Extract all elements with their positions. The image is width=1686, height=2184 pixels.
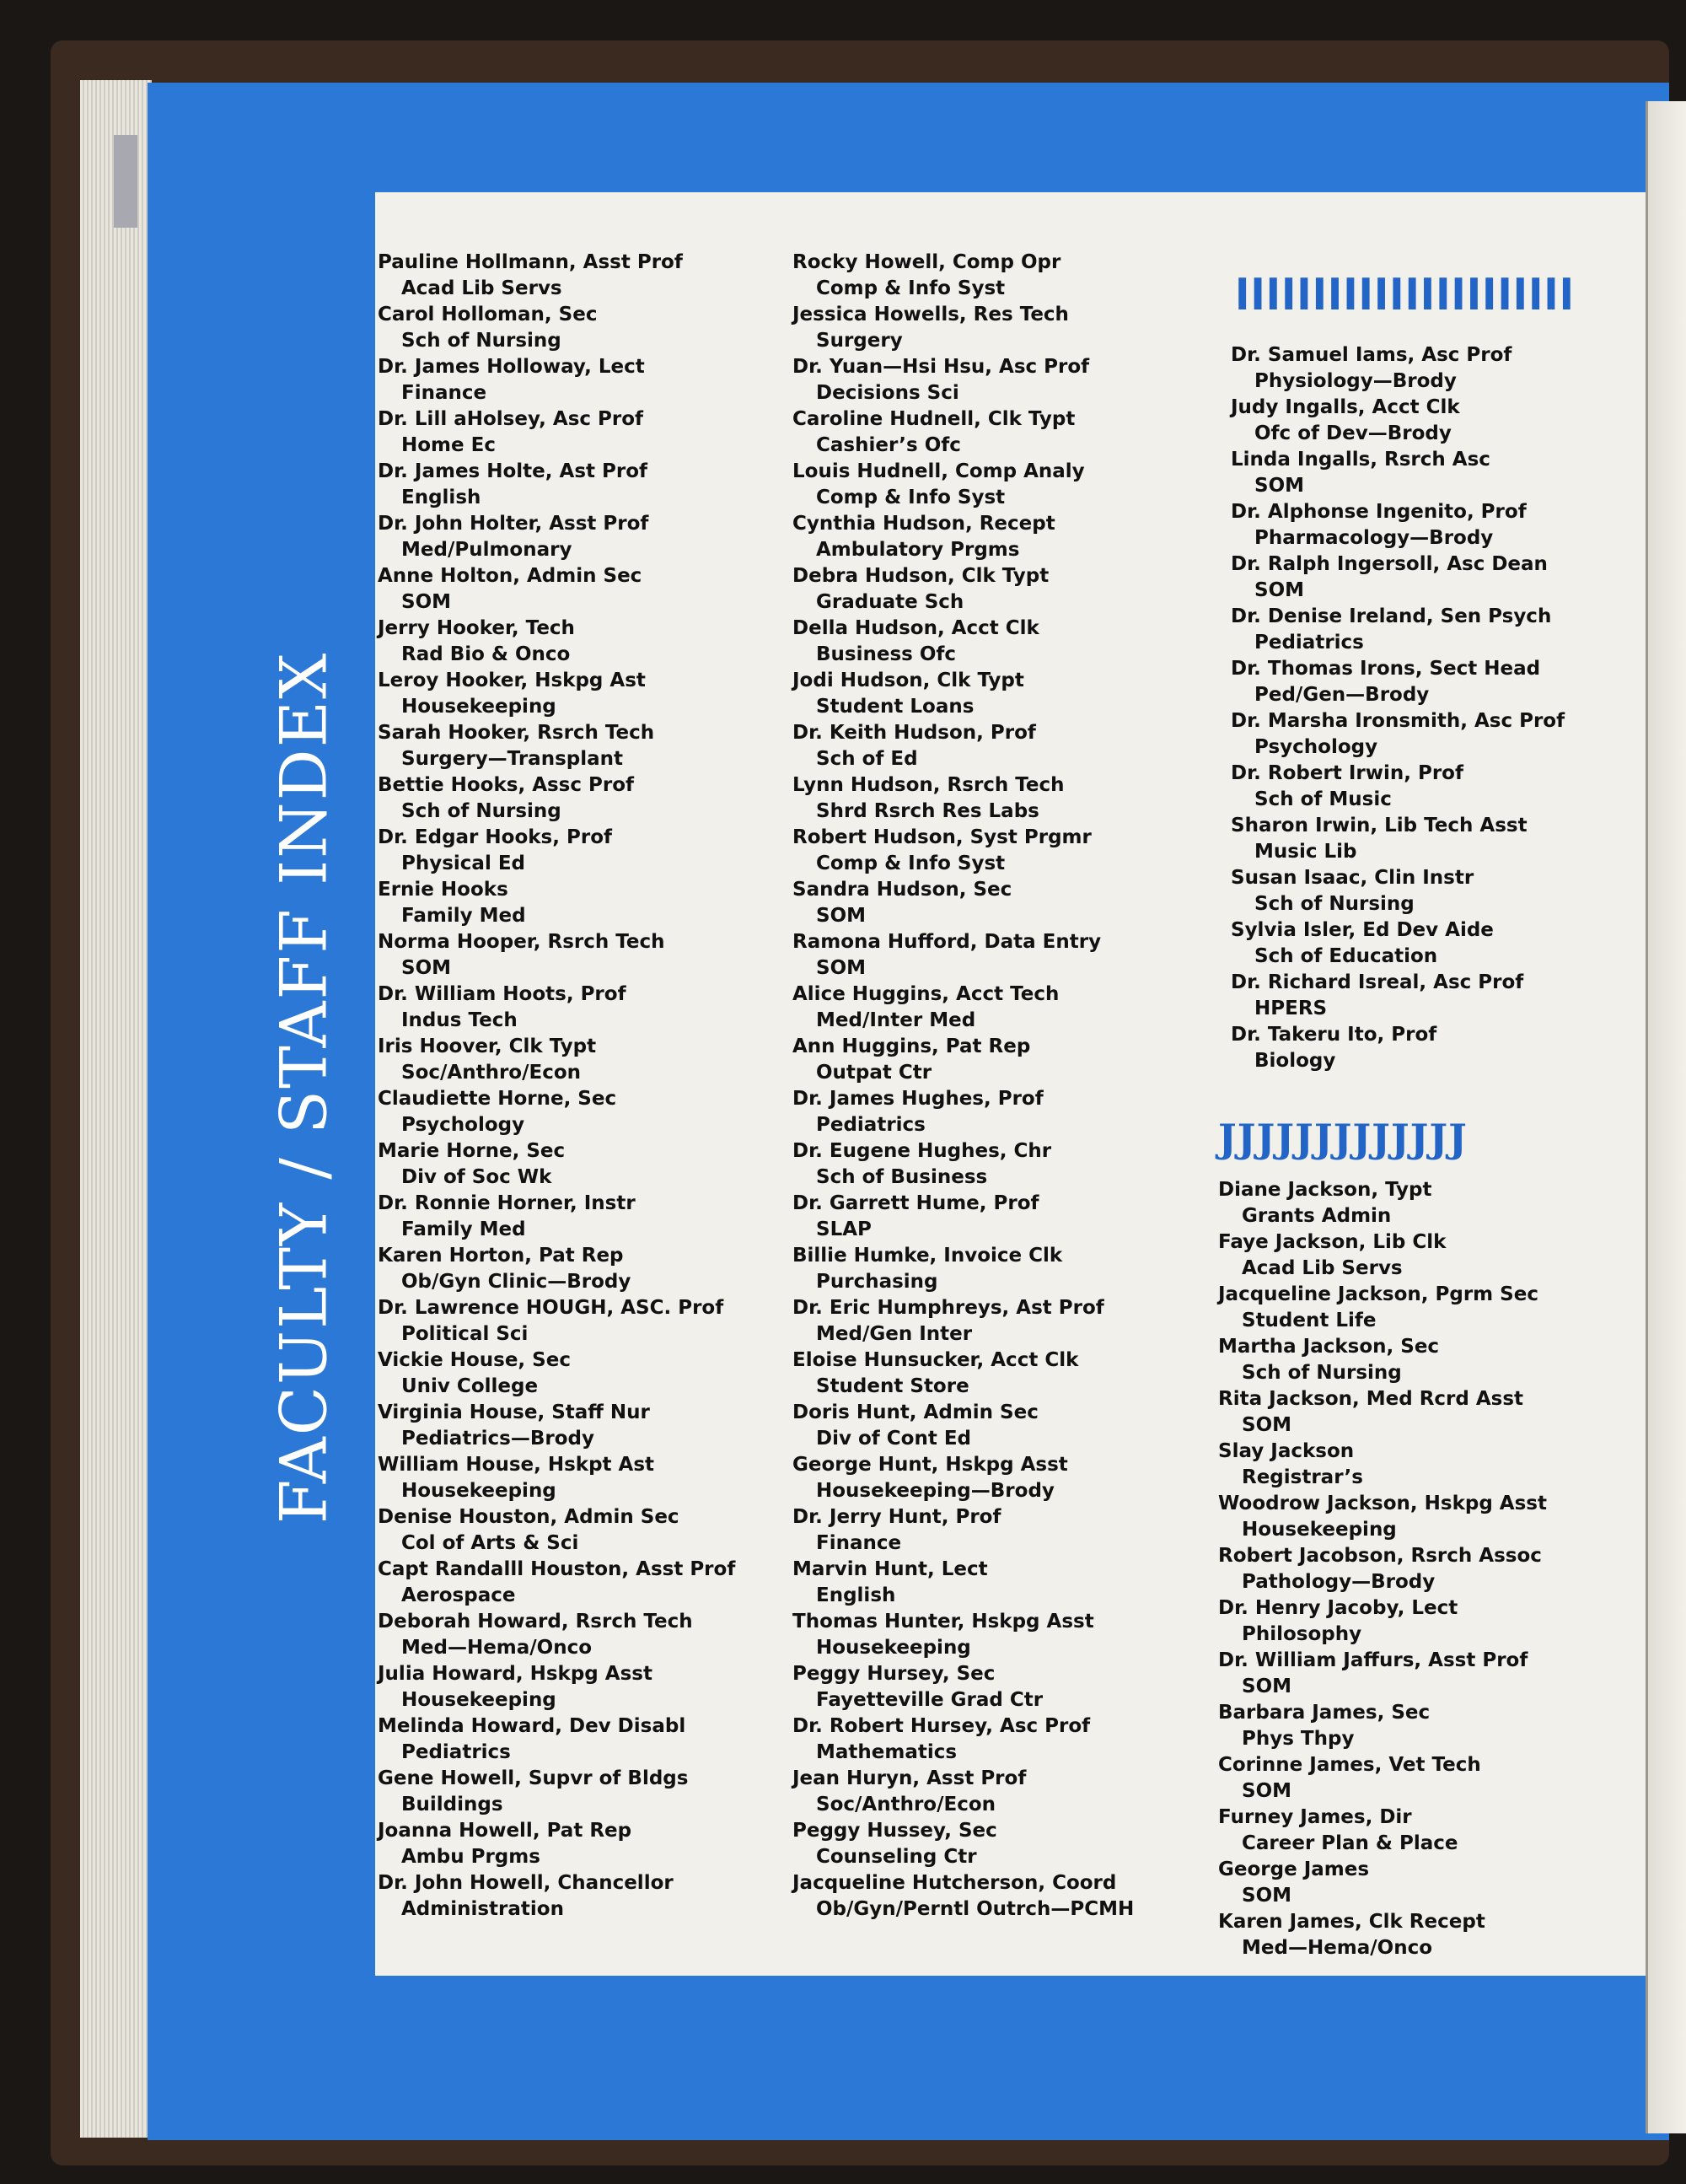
index-entry: [378, 1766, 774, 1818]
entry-department: Physical Ed: [401, 853, 526, 874]
entry-name: Anne Holton, Admin Sec: [378, 565, 642, 587]
page-edge-marker: [114, 135, 137, 228]
entry-department: Med/Pulmonary: [401, 539, 572, 561]
entry-name: Cynthia Hudson, Recept: [792, 513, 1055, 535]
index-entry: [378, 250, 774, 302]
entry-name: Dr. Denise Ireland, Sen Psych: [1231, 605, 1552, 627]
entry-department: Sch of Nursing: [401, 800, 561, 822]
entry-name: Jodi Hudson, Clk Typt: [792, 670, 1024, 691]
entry-department: SOM: [1242, 1885, 1292, 1907]
entry-department: Sch of Education: [1254, 945, 1438, 967]
entry-name: Peggy Hussey, Sec: [792, 1820, 997, 1842]
entry-department: Comp & Info Syst: [816, 277, 1006, 299]
index-entry: [792, 1766, 1197, 1818]
entry-department: Decisions Sci: [816, 382, 959, 404]
entry-department: Pediatrics—Brody: [401, 1428, 595, 1450]
entry-department: Div of Soc Wk: [401, 1166, 552, 1188]
index-entry: [378, 1034, 774, 1086]
index-entry: [378, 1243, 774, 1295]
entry-name: Carol Holloman, Sec: [378, 304, 598, 325]
index-entry: [378, 511, 774, 563]
entry-name: Dr. Jerry Hunt, Prof: [792, 1506, 1001, 1528]
entry-name: Leroy Hooker, Hskpg Ast: [378, 670, 646, 691]
entry-department: Acad Lib Servs: [401, 277, 562, 299]
entry-name: Billie Humke, Invoice Clk: [792, 1245, 1063, 1267]
entry-department: Music Lib: [1254, 841, 1357, 863]
entry-department: Pediatrics: [401, 1741, 511, 1763]
entry-department: Univ College: [401, 1375, 539, 1397]
entry-department: SOM: [1242, 1780, 1292, 1802]
entry-department: Finance: [816, 1532, 902, 1554]
entry-name: Jessica Howells, Res Tech: [792, 304, 1069, 325]
entry-name: Eloise Hunsucker, Acct Clk: [792, 1349, 1079, 1371]
index-entry: [1218, 1700, 1631, 1752]
entry-department: SOM: [401, 591, 452, 613]
index-column-3: [1218, 250, 1631, 1961]
entry-name: Dr. Robert Irwin, Prof: [1231, 762, 1463, 784]
entry-department: SOM: [816, 957, 867, 979]
entry-department: Sch of Nursing: [401, 330, 561, 352]
entry-name: Dr. Takeru Ito, Prof: [1231, 1024, 1437, 1046]
index-entry: [792, 1295, 1197, 1348]
index-entry: [1231, 970, 1631, 1022]
entry-department: Ob/Gyn/Perntl Outrch—PCMH: [816, 1898, 1135, 1920]
index-entry: [378, 1452, 774, 1504]
entry-name: Vickie House, Sec: [378, 1349, 571, 1371]
entry-name: Debra Hudson, Clk Typt: [792, 565, 1050, 587]
index-entry: [792, 929, 1197, 982]
entry-department: Sch of Nursing: [1242, 1362, 1402, 1384]
entry-name: Peggy Hursey, Sec: [792, 1663, 996, 1685]
index-entry: [792, 1557, 1197, 1609]
index-entry: [792, 1086, 1197, 1138]
entry-name: Deborah Howard, Rsrch Tech: [378, 1611, 693, 1633]
entry-name: Julia Howard, Hskpg Asst: [378, 1663, 652, 1685]
entry-name: Norma Hooper, Rsrch Tech: [378, 931, 665, 953]
entry-name: Sandra Hudson, Sec: [792, 879, 1012, 901]
index-entry: [378, 1400, 774, 1452]
entry-department: Soc/Anthro/Econ: [816, 1794, 996, 1816]
entry-department: Med—Hema/Onco: [1242, 1937, 1433, 1959]
entry-department: Phys Thpy: [1242, 1728, 1355, 1750]
entry-name: Ann Huggins, Pat Rep: [792, 1036, 1031, 1057]
index-entry: [378, 1818, 774, 1870]
entry-name: Pauline Hollmann, Asst Prof: [378, 251, 683, 273]
index-entry: [792, 1400, 1197, 1452]
index-entry: [1231, 551, 1631, 604]
entry-name: Melinda Howard, Dev Disabl: [378, 1715, 686, 1737]
entry-name: Dr. Lawrence HOUGH, ASC. Prof: [378, 1297, 724, 1319]
entry-department: Business Ofc: [816, 643, 957, 665]
index-entry: [378, 720, 774, 772]
entry-name: Slay Jackson: [1218, 1440, 1355, 1462]
index-entry: [792, 354, 1197, 406]
index-entry: [378, 1295, 774, 1348]
entry-department: Fayetteville Grad Ctr: [816, 1689, 1044, 1711]
facing-page-edge: [1646, 101, 1686, 2133]
entry-department: Pediatrics: [816, 1114, 926, 1136]
entry-department: Ambu Prgms: [401, 1846, 540, 1868]
entry-name: William House, Hskpt Ast: [378, 1454, 655, 1476]
entry-department: Student Life: [1242, 1310, 1377, 1331]
index-entry: [792, 825, 1197, 877]
entry-department: Comp & Info Syst: [816, 853, 1006, 874]
entry-name: Della Hudson, Acct Clk: [792, 617, 1039, 639]
entry-department: SLAP: [816, 1218, 872, 1240]
entry-department: Outpat Ctr: [816, 1062, 932, 1084]
entry-name: Sharon Irwin, Lib Tech Asst: [1231, 815, 1528, 836]
index-entry: [792, 1713, 1197, 1766]
index-entry: [792, 982, 1197, 1034]
index-entry: [378, 825, 774, 877]
entry-name: Faye Jackson, Lib Clk: [1218, 1231, 1447, 1253]
entry-department: Sch of Nursing: [1254, 893, 1415, 915]
entry-department: Med/Gen Inter: [816, 1323, 973, 1345]
index-entry: [378, 1138, 774, 1191]
index-entry: [792, 459, 1197, 511]
index-entry: [1218, 1595, 1631, 1648]
entry-department: English: [816, 1584, 896, 1606]
index-entry: [792, 1138, 1197, 1191]
entry-department: Rad Bio & Onco: [401, 643, 571, 665]
index-entry: [792, 511, 1197, 563]
entry-name: Lynn Hudson, Rsrch Tech: [792, 774, 1065, 796]
entry-name: Virginia House, Staff Nur: [378, 1401, 650, 1423]
entry-name: Woodrow Jackson, Hskpg Asst: [1218, 1493, 1547, 1514]
entry-department: Ambulatory Prgms: [816, 539, 1020, 561]
entry-name: Dr. Garrett Hume, Prof: [792, 1192, 1039, 1214]
entry-name: Dr. William Jaffurs, Asst Prof: [1218, 1649, 1528, 1671]
index-entry: [1218, 1229, 1631, 1282]
index-entry: [378, 877, 774, 929]
entry-department: Student Loans: [816, 696, 975, 718]
index-entry: [792, 1504, 1197, 1557]
entry-department: Aerospace: [401, 1584, 516, 1606]
entry-name: Dr. Alphonse Ingenito, Prof: [1231, 501, 1527, 523]
index-entry: [1218, 1648, 1631, 1700]
entry-department: Acad Lib Servs: [1242, 1257, 1403, 1279]
entry-name: Jean Huryn, Asst Prof: [792, 1767, 1027, 1789]
entry-department: Col of Arts & Sci: [401, 1532, 579, 1554]
index-entry: [792, 563, 1197, 616]
j-entries: [1218, 1177, 1631, 1961]
index-entry: [1231, 813, 1631, 865]
entry-department: SOM: [1242, 1676, 1292, 1697]
entry-department: HPERS: [1254, 998, 1328, 1019]
entry-name: Linda Ingalls, Rsrch Asc: [1231, 449, 1490, 471]
entry-name: Jerry Hooker, Tech: [378, 617, 575, 639]
entry-name: Karen Horton, Pat Rep: [378, 1245, 624, 1267]
entry-department: Sch of Ed: [816, 748, 918, 770]
page-edges: [80, 80, 152, 2138]
entry-name: Rita Jackson, Med Rcrd Asst: [1218, 1388, 1524, 1410]
entry-name: Dr. Richard Isreal, Asc Prof: [1231, 971, 1524, 993]
entry-department: Sch of Business: [816, 1166, 988, 1188]
entry-name: Dr. Ralph Ingersoll, Asc Dean: [1231, 553, 1548, 575]
index-entry: [792, 1661, 1197, 1713]
entry-name: Dr. Henry Jacoby, Lect: [1218, 1597, 1458, 1619]
entry-department: Housekeeping: [401, 696, 556, 718]
entry-department: Housekeeping: [401, 1689, 556, 1711]
entry-name: Diane Jackson, Typt: [1218, 1179, 1432, 1201]
index-entry: [792, 1452, 1197, 1504]
entry-name: Marie Horne, Sec: [378, 1140, 566, 1162]
index-entry: [1231, 499, 1631, 551]
entry-department: Div of Cont Ed: [816, 1428, 972, 1450]
entry-name: Dr. Lill aHolsey, Asc Prof: [378, 408, 644, 430]
entry-name: Dr. Robert Hursey, Asc Prof: [792, 1715, 1091, 1737]
entry-department: Family Med: [401, 905, 526, 927]
entry-name: Dr. William Hoots, Prof: [378, 983, 626, 1005]
index-entry: [1218, 1334, 1631, 1386]
index-entry: [378, 668, 774, 720]
index-entry: [378, 406, 774, 459]
index-entry: [792, 1609, 1197, 1661]
entry-department: Political Sci: [401, 1323, 529, 1345]
entry-name: Dr. Thomas Irons, Sect Head: [1231, 658, 1541, 680]
index-entry: [1218, 1543, 1631, 1595]
entry-department: Housekeeping—Brody: [816, 1480, 1055, 1502]
index-entry: [1218, 1439, 1631, 1491]
entry-name: Dr. Eric Humphreys, Ast Prof: [792, 1297, 1104, 1319]
index-entry: [792, 772, 1197, 825]
entry-department: Med/Inter Med: [816, 1009, 976, 1031]
entry-department: Graduate Sch: [816, 591, 964, 613]
index-entry: [792, 1870, 1197, 1923]
entry-department: Pharmacology—Brody: [1254, 527, 1494, 549]
entry-department: Finance: [401, 382, 487, 404]
entry-name: George James: [1218, 1859, 1370, 1880]
entry-name: Caroline Hudnell, Clk Typt: [792, 408, 1076, 430]
entry-department: Purchasing: [816, 1271, 938, 1293]
entry-name: Iris Hoover, Clk Typt: [378, 1036, 597, 1057]
index-entry: [792, 302, 1197, 354]
entry-department: Grants Admin: [1242, 1205, 1392, 1227]
entry-department: Indus Tech: [401, 1009, 518, 1031]
entry-name: Sarah Hooker, Rsrch Tech: [378, 722, 655, 744]
index-entry: [378, 1713, 774, 1766]
entry-department: Sch of Music: [1254, 788, 1392, 810]
index-entry: [1218, 1491, 1631, 1543]
entry-department: Buildings: [401, 1794, 503, 1816]
entry-department: SOM: [401, 957, 452, 979]
index-entry: [792, 1348, 1197, 1400]
index-entry: [378, 563, 774, 616]
index-entry: [792, 1034, 1197, 1086]
index-entry: [1231, 656, 1631, 708]
entry-name: Marvin Hunt, Lect: [792, 1558, 988, 1580]
index-entry: [792, 1818, 1197, 1870]
index-entry: [1231, 917, 1631, 970]
entry-name: Doris Hunt, Admin Sec: [792, 1401, 1039, 1423]
index-entry: [1218, 1177, 1631, 1229]
entry-name: Susan Isaac, Clin Instr: [1231, 867, 1474, 889]
index-entry: [378, 1348, 774, 1400]
index-entry: [792, 668, 1197, 720]
index-entry: [792, 250, 1197, 302]
entry-department: Ped/Gen—Brody: [1254, 684, 1430, 706]
index-entry: [1231, 604, 1631, 656]
entry-department: Career Plan & Place: [1242, 1832, 1458, 1854]
entry-department: Mathematics: [816, 1741, 958, 1763]
entry-name: Furney James, Dir: [1218, 1806, 1412, 1828]
entry-name: Ernie Hooks: [378, 879, 508, 901]
entry-department: Soc/Anthro/Econ: [401, 1062, 582, 1084]
letter-header-i: IIIIIIIIIIIIIIIIIIIIII: [1235, 270, 1575, 320]
index-entry: [1231, 708, 1631, 761]
entry-name: Dr. Keith Hudson, Prof: [792, 722, 1036, 744]
index-entry: [1231, 761, 1631, 813]
entry-department: Pediatrics: [1254, 632, 1364, 654]
entry-name: Judy Ingalls, Acct Clk: [1231, 396, 1460, 418]
entry-name: Dr. Samuel Iams, Asc Prof: [1231, 344, 1512, 366]
entry-department: Housekeeping: [1242, 1519, 1397, 1541]
index-entry: [378, 982, 774, 1034]
index-entry: [1218, 1857, 1631, 1909]
index-entry: [378, 354, 774, 406]
entry-department: Student Store: [816, 1375, 969, 1397]
index-entry: [378, 1191, 774, 1243]
entry-department: Administration: [401, 1898, 564, 1920]
entry-department: Med—Hema/Onco: [401, 1637, 593, 1659]
entry-name: Dr. James Hughes, Prof: [792, 1088, 1044, 1110]
entry-department: SOM: [816, 905, 867, 927]
index-entry: [378, 1609, 774, 1661]
index-entry: [1231, 395, 1631, 447]
letter-header-j: JJJJJJJJJJJJJ: [1218, 1116, 1468, 1161]
index-entry: [1218, 1752, 1631, 1805]
entry-department: Housekeeping: [401, 1480, 556, 1502]
page-title: FACULTY / STAFF INDEX: [266, 651, 341, 1525]
entry-department: SOM: [1242, 1414, 1292, 1436]
entry-name: Dr. Yuan—Hsi Hsu, Asc Prof: [792, 356, 1090, 378]
entry-name: Dr. James Holloway, Lect: [378, 356, 645, 378]
index-entry: [792, 616, 1197, 668]
index-entry: [792, 720, 1197, 772]
entry-name: George Hunt, Hskpg Asst: [792, 1454, 1068, 1476]
entry-department: Counseling Ctr: [816, 1846, 977, 1868]
index-column-1: [378, 250, 774, 1923]
entry-department: Surgery: [816, 330, 903, 352]
index-entry: [1231, 342, 1631, 395]
index-entry: [1231, 865, 1631, 917]
index-entry: [378, 302, 774, 354]
index-entry: [1218, 1909, 1631, 1961]
entry-department: Psychology: [1254, 736, 1378, 758]
entry-name: Karen James, Clk Recept: [1218, 1911, 1485, 1933]
entry-department: Biology: [1254, 1050, 1336, 1072]
index-entry: [378, 1504, 774, 1557]
entry-name: Joanna Howell, Pat Rep: [378, 1820, 632, 1842]
index-entry: [378, 929, 774, 982]
entry-department: Registrar’s: [1242, 1466, 1363, 1488]
index-entry: [1218, 1386, 1631, 1439]
entry-department: Psychology: [401, 1114, 525, 1136]
entry-name: Thomas Hunter, Hskpg Asst: [792, 1611, 1094, 1633]
index-entry: [378, 1086, 774, 1138]
index-entry: [792, 406, 1197, 459]
entry-name: Jacqueline Jackson, Pgrm Sec: [1218, 1283, 1538, 1305]
entry-name: Ramona Hufford, Data Entry: [792, 931, 1102, 953]
entry-name: Capt Randalll Houston, Asst Prof: [378, 1558, 736, 1580]
entry-name: Gene Howell, Supvr of Bldgs: [378, 1767, 689, 1789]
i-entries: [1218, 342, 1631, 1074]
index-column-2: [792, 250, 1197, 1923]
entry-name: Barbara James, Sec: [1218, 1702, 1431, 1724]
entry-department: Housekeeping: [816, 1637, 971, 1659]
index-entry: [378, 459, 774, 511]
entry-name: Dr. Edgar Hooks, Prof: [378, 826, 612, 848]
index-entry: [792, 1191, 1197, 1243]
entry-name: Dr. Ronnie Horner, Instr: [378, 1192, 636, 1214]
index-entry: [378, 616, 774, 668]
entry-name: Sylvia Isler, Ed Dev Aide: [1231, 919, 1494, 941]
entry-department: English: [401, 487, 481, 508]
index-entry: [792, 877, 1197, 929]
entry-name: Dr. John Holter, Asst Prof: [378, 513, 649, 535]
entry-name: Dr. Eugene Hughes, Chr: [792, 1140, 1052, 1162]
entry-department: Cashier’s Ofc: [816, 434, 961, 456]
entry-department: SOM: [1254, 579, 1305, 601]
entry-name: Dr. James Holte, Ast Prof: [378, 460, 648, 482]
entry-name: Dr. Marsha Ironsmith, Asc Prof: [1231, 710, 1565, 732]
index-entry: [378, 1661, 774, 1713]
entry-department: Home Ec: [401, 434, 496, 456]
entry-name: Robert Hudson, Syst Prgmr: [792, 826, 1092, 848]
index-entry: [378, 1557, 774, 1609]
entry-department: Physiology—Brody: [1254, 370, 1457, 392]
index-entry: [1231, 1022, 1631, 1074]
entry-name: Jacqueline Hutcherson, Coord: [792, 1872, 1117, 1894]
index-entry: [1231, 447, 1631, 499]
entry-name: Dr. John Howell, Chancellor: [378, 1872, 674, 1894]
entry-name: Robert Jacobson, Rsrch Assoc: [1218, 1545, 1542, 1567]
entry-department: Family Med: [401, 1218, 526, 1240]
entry-department: Pathology—Brody: [1242, 1571, 1436, 1593]
entry-department: Shrd Rsrch Res Labs: [816, 800, 1039, 822]
entry-department: SOM: [1254, 475, 1305, 497]
entry-name: Rocky Howell, Comp Opr: [792, 251, 1061, 273]
index-entry: [378, 1870, 774, 1923]
entry-department: Surgery—Transplant: [401, 748, 624, 770]
entry-department: Philosophy: [1242, 1623, 1362, 1645]
entry-name: Corinne James, Vet Tech: [1218, 1754, 1481, 1776]
entry-name: Louis Hudnell, Comp Analy: [792, 460, 1085, 482]
index-entry: [792, 1243, 1197, 1295]
entry-name: Denise Houston, Admin Sec: [378, 1506, 679, 1528]
entry-department: Ofc of Dev—Brody: [1254, 422, 1452, 444]
index-entry: [1218, 1805, 1631, 1857]
entry-name: Bettie Hooks, Assc Prof: [378, 774, 635, 796]
index-entry: [378, 772, 774, 825]
entry-name: Claudiette Horne, Sec: [378, 1088, 617, 1110]
entry-department: Comp & Info Syst: [816, 487, 1006, 508]
index-entry: [1218, 1282, 1631, 1334]
entry-name: Martha Jackson, Sec: [1218, 1336, 1440, 1358]
entry-name: Alice Huggins, Acct Tech: [792, 983, 1060, 1005]
entry-department: Ob/Gyn Clinic—Brody: [401, 1271, 631, 1293]
